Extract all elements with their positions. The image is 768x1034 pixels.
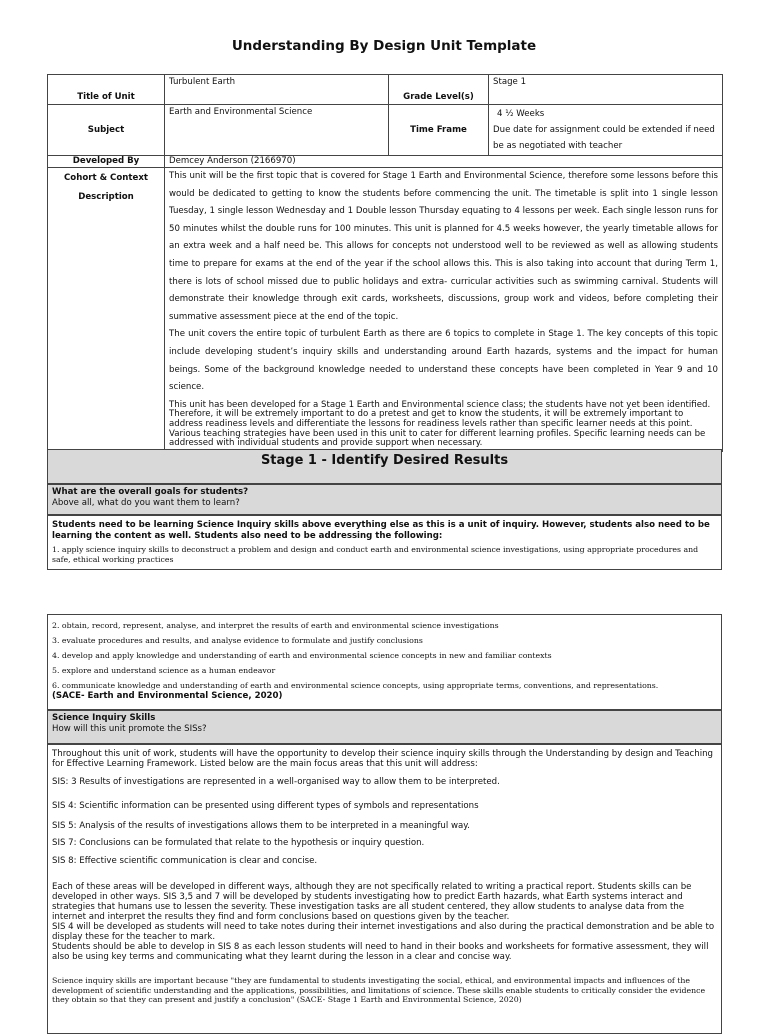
subject-label: Subject [48, 105, 165, 156]
goal-item-4: 4. develop and apply knowledge and understanding of earth and environmental science concepts in new and familiar contexts [52, 651, 552, 660]
sace-reference: (SACE- Earth and Environmental Science, 2020) [52, 691, 283, 701]
goals-question: What are the overall goals for students? [52, 487, 249, 497]
time-frame-note: Due date for assignment could be extended if need be as negotiated with teacher [493, 125, 715, 151]
sis-paragraph-2: SIS 4 will be developed as students will need to take notes during their internet investigations and also during the practical demonstration and be able to display these for the teacher to mark. [52, 922, 715, 942]
goal-item-5: 5. explore and understand science as a human endeavor [52, 666, 276, 675]
document-title: Understanding By Design Unit Template [231, 38, 537, 54]
sis-answer [47, 744, 722, 1034]
time-frame-label: Time Frame [389, 105, 489, 156]
unit-overview-table [47, 74, 723, 452]
time-frame-value [489, 105, 723, 156]
goal-item-2: 2. obtain, record, represent, analyse, and interpret the results of earth and environmental science investigations [52, 621, 499, 630]
sis-subheading: How will this unit promote the SISs? [52, 724, 207, 734]
sis-question [47, 710, 722, 744]
sis-paragraph-3: Students should be able to develop in SIS 8 as each lesson students will need to hand in their books and worksheets for formative assessment, they will also be using key terms and communicating what they learnt during the lesson in a clear and concise way. [52, 942, 709, 962]
goals-intro: Students need to be learning Science Inquiry skills above everything else as this is a unit of inquiry. However, students also need to be learning the content as well. Students also need to be addressing the following: [52, 520, 710, 541]
cohort-context-description [165, 168, 723, 452]
goal-item-1: 1. apply science inquiry skills to deconstruct a problem and design and conduct earth and environmental science investigations, using appropriate procedures and safe, ethical working practices [52, 545, 699, 564]
cohort-paragraph-3: This unit has been developed for a Stage 1 Earth and Environmental science class; the students have not yet been identified. Therefore, it will be extremely important to do a pretest and get to know the students, it will be extremely important to address readiness levels and differentiate the lessons for readiness levels rather than specific learner needs at this point. Various teaching strategies have been used in this unit to cater for different learning profiles. Specific learning needs can be addressed with individual students and provide support when necessary. [169, 399, 711, 449]
cohort-paragraph-1: This unit will be the first topic that is covered for Stage 1 Earth and Environmental Science, therefore some lessons before this would be dedicated to getting to know the students before commencing the unit. The timetable is split into 1 single lesson Tuesday, 1 single lesson Wednesday and 1 Double lesson Thursday equating to 4 lessons per week. Each single lesson runs for 50 minutes whilst the double runs for 100 minutes. This unit is planned for 4.5 weeks however, the yearly timetable allows for an extra week and a half need be. This allows for concepts not understood well to be reviewed as well as allowing students time to prepare for exams at the end of the year if the school allows this. This is also taking into account that during Term 1, there is lots of school missed due to public holidays and extra- curricular activities such as swimming carnival. Students will demonstrate their knowledge through exit cards, worksheets, discussions, group work and videos, before completing their summative assessment piece at the end of the topic. [169, 171, 718, 322]
developed-by-value: Demcey Anderson (2166970) [165, 156, 723, 168]
cohort-paragraph-2: The unit covers the entire topic of turbulent Earth as there are 6 topics to complete in Stage 1. The key concepts of this topic include developing student’s inquiry skills and understanding around Earth hazards, systems and the impact for human beings. Some of the background knowledge needed to understand these concepts have been completed in Year 9 and 10 science. [169, 329, 718, 393]
cohort-context-label [48, 168, 165, 452]
sis-3: SIS: 3 Results of investigations are represented in a well-organised way to allow them to be interpreted. [52, 777, 500, 787]
goal-item-3: 3. evaluate procedures and results, and analyse evidence to formulate and justify conclusions [52, 636, 423, 645]
sis-paragraph-4: Science inquiry skills are important because "they are fundamental to students investigating the social, ethical, and environmental impacts and influences of the development of scientific understanding and the applications, possibilities, and limitations of science. These skills enable students to critically consider the evidence they obtain so that they can present and justify a conclusion" (SACE- Stage 1 Earth and Environmental Science, 2020) [52, 976, 706, 1005]
overall-goals-answer [47, 515, 722, 570]
title-of-unit-label: Title of Unit [48, 75, 165, 105]
goals-continued [47, 614, 722, 710]
sis-8: SIS 8: Effective scientific communication is clear and concise. [52, 856, 318, 866]
overall-goals-question [47, 484, 722, 515]
cohort-label-line1: Cohort & Context [64, 173, 148, 183]
time-frame-duration: 4 ½ Weeks [497, 109, 545, 119]
goal-item-6: 6. communicate knowledge and understanding of earth and environmental science concepts, using appropriate terms, conventions, and representations. [52, 681, 659, 690]
sis-heading: Science Inquiry Skills [52, 713, 156, 723]
sis-4: SIS 4: Scientific information can be presented using different types of symbols and representations [52, 801, 479, 811]
sis-5: SIS 5: Analysis of the results of investigations allows them to be interpreted in a meaningful way. [52, 821, 470, 831]
cohort-label-line2: Description [78, 192, 134, 202]
sis-intro: Throughout this unit of work, students will have the opportunity to develop their science inquiry skills through the Understanding by design and Teaching for Effective Learning Framework. Listed below are the main focus areas that this unit will address: [52, 749, 713, 769]
sis-paragraph-1: Each of these areas will be developed in different ways, although they are not specifically related to writing a practical report. Students skills can be developed in other ways. SIS 3,5 and 7 will be developed by students investigating how to predict Earth hazards, what Earth systems interact and strategies that humans use to lessen the severity. These investigation tasks are all student centered, they allow students to analyse data from the internet and interpret the results they find and form conclusions based on questions given by the teacher. [52, 882, 692, 922]
title-of-unit-value: Turbulent Earth [165, 75, 389, 105]
stage1-heading: Stage 1 - Identify Desired Results [47, 449, 722, 484]
goals-subquestion: Above all, what do you want them to learn? [52, 498, 240, 508]
subject-value: Earth and Environmental Science [165, 105, 389, 156]
sis-7: SIS 7: Conclusions can be formulated that relate to the hypothesis or inquiry question. [52, 838, 425, 848]
grade-level-label: Grade Level(s) [389, 75, 489, 105]
grade-level-value: Stage 1 [489, 75, 723, 105]
developed-by-label: Developed By [48, 156, 165, 168]
